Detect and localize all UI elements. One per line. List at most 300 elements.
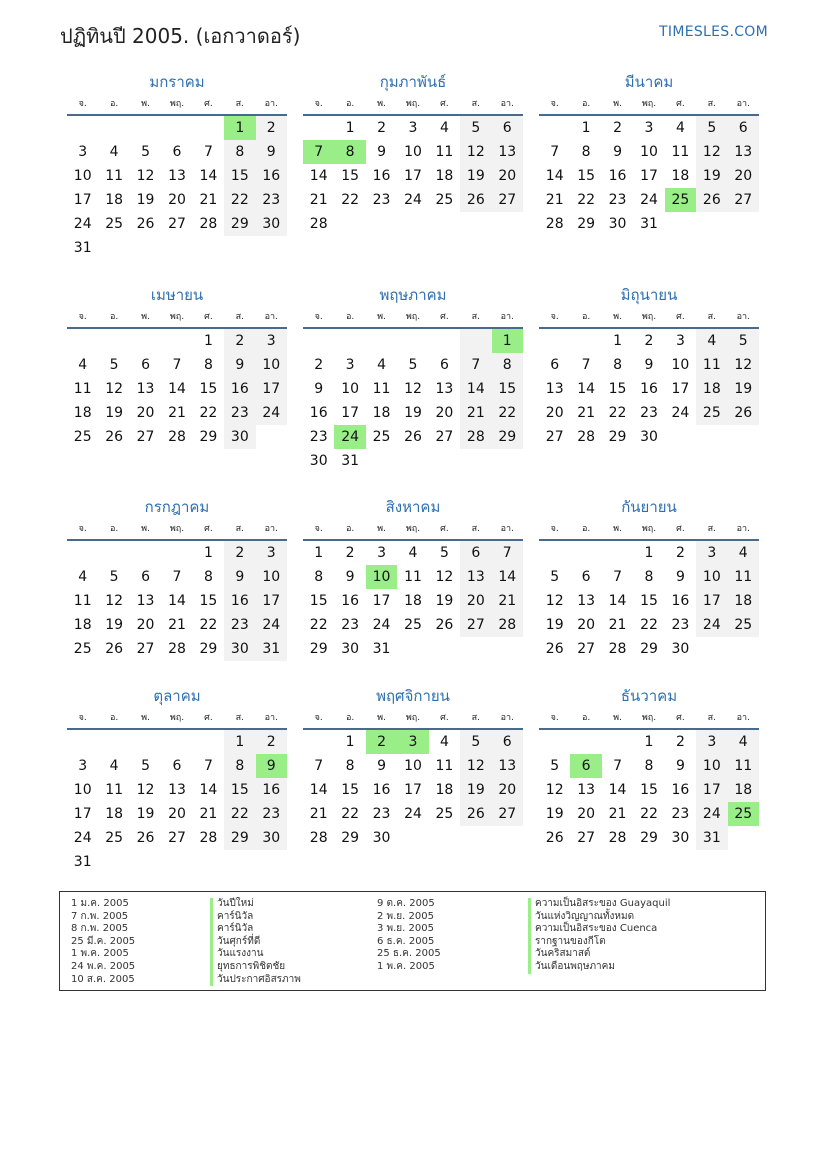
day-cell: 6 (172, 758, 182, 774)
weekday-label: พฤ. (405, 524, 421, 534)
brand-link[interactable]: TIMESLES.COM (659, 24, 768, 40)
day-cell: 3 (78, 144, 88, 160)
weekday-label: อ. (109, 713, 119, 723)
empty-cell (539, 541, 570, 565)
day-cell: 29 (309, 641, 328, 657)
day-cell: 15 (492, 377, 523, 401)
weekday-label: พฤ. (405, 312, 421, 322)
day-cell: 19 (105, 405, 124, 421)
empty-cell (570, 329, 601, 353)
day-cell: 13 (168, 168, 186, 184)
weekday-label: ศ. (440, 312, 449, 322)
day-cell: 27 (577, 830, 596, 846)
month-block (303, 70, 523, 236)
day-cell: 21 (492, 589, 523, 613)
weekday-label: ส. (471, 99, 480, 109)
day-cell: 11 (728, 754, 759, 778)
weekday-label: อ. (109, 524, 119, 534)
day-cell: 4 (78, 357, 88, 373)
weekday-label: ส. (235, 312, 244, 322)
day-cell: 24 (696, 802, 727, 826)
day-cell: 28 (492, 613, 523, 637)
day-grid (539, 730, 759, 850)
weekday-label: อ. (109, 99, 119, 109)
empty-cell (696, 212, 727, 236)
day-cell: 18 (435, 168, 454, 184)
day-cell: 2 (675, 545, 685, 561)
day-cell: 27 (577, 641, 596, 657)
day-cell: 14 (608, 782, 627, 798)
day-cell: 6 (172, 144, 182, 160)
day-grid (539, 541, 759, 661)
month-name: ตุลาคม (153, 687, 201, 705)
weekday-label: ศ. (676, 99, 685, 109)
day-cell: 2 (224, 329, 255, 353)
weekday-label: พฤ. (641, 713, 657, 723)
day-cell: 5 (408, 357, 418, 373)
month-block (67, 495, 287, 661)
empty-cell (67, 116, 98, 140)
day-cell: 22 (199, 405, 218, 421)
day-cell: 23 (640, 405, 658, 421)
day-cell: 4 (728, 730, 759, 754)
legend-holiday-name: วันปีใหม่ (210, 898, 301, 911)
weekday-label: อา. (500, 713, 514, 723)
day-cell: 3 (256, 329, 287, 353)
day-cell: 24 (73, 216, 92, 232)
weekday-label: อา. (736, 524, 750, 534)
day-cell: 19 (136, 806, 155, 822)
weekday-label: พฤ. (405, 99, 421, 109)
day-cell: 24 (73, 830, 92, 846)
day-grid (303, 730, 523, 850)
day-cell: 18 (671, 168, 690, 184)
day-cell: 10 (404, 758, 422, 774)
empty-cell (161, 541, 192, 565)
day-cell: 4 (377, 357, 387, 373)
month-block (67, 684, 287, 874)
day-cell: 16 (640, 381, 658, 397)
weekday-label: อ. (345, 99, 355, 109)
day-cell: 30 (256, 212, 287, 236)
day-cell: 17 (404, 782, 422, 798)
weekday-label: พ. (377, 713, 386, 723)
day-cell: 23 (309, 429, 328, 445)
day-cell: 6 (550, 357, 560, 373)
weekday-header (67, 307, 287, 329)
weekday-label: อา. (736, 99, 750, 109)
empty-cell (460, 329, 491, 353)
day-cell: 9 (345, 569, 355, 585)
day-cell: 19 (545, 806, 564, 822)
weekday-label: ส. (707, 524, 716, 534)
day-cell: 11 (105, 168, 124, 184)
weekday-label: ศ. (440, 713, 449, 723)
day-cell: 18 (435, 782, 454, 798)
day-cell: 17 (256, 377, 287, 401)
weekday-label: พ. (613, 99, 622, 109)
legend-date: 25 มี.ค. 2005 (71, 935, 136, 947)
day-cell: 12 (696, 140, 727, 164)
weekday-label: พ. (141, 713, 150, 723)
day-cell: 9 (314, 381, 324, 397)
empty-cell (98, 850, 129, 874)
weekday-label: พฤ. (169, 99, 185, 109)
day-cell: 31 (341, 453, 360, 469)
day-cell: 1 (345, 734, 355, 750)
empty-cell (728, 826, 759, 850)
month-name: มกราคม (149, 73, 205, 91)
legend-date: 9 ต.ค. 2005 (377, 898, 435, 909)
weekday-label: จ. (78, 713, 87, 723)
weekday-label: พ. (613, 312, 622, 322)
day-cell: 23 (671, 806, 690, 822)
day-cell: 22 (640, 617, 658, 633)
day-cell: 15 (224, 164, 255, 188)
day-cell: 26 (404, 429, 422, 445)
legend-date: 1 ม.ค. 2005 (71, 898, 129, 909)
day-cell: 20 (136, 617, 155, 633)
day-grid (67, 541, 287, 661)
day-cell: 5 (550, 758, 560, 774)
day-cell: 29 (341, 830, 360, 846)
day-cell: 29 (640, 641, 658, 657)
day-cell: 21 (309, 192, 328, 208)
day-cell: 17 (640, 168, 658, 184)
day-cell: 24 (696, 613, 727, 637)
day-grid (67, 730, 287, 874)
legend-holiday-name: คาร์นิวัล (210, 923, 301, 936)
month-name: ธันวาคม (620, 687, 678, 705)
empty-cell (130, 236, 161, 260)
legend-date: 6 ธ.ค. 2005 (377, 935, 435, 947)
weekday-label: พ. (141, 524, 150, 534)
day-cell: 1 (345, 120, 355, 136)
empty-cell (303, 116, 334, 140)
day-cell: 25 (435, 806, 454, 822)
day-cell: 31 (73, 854, 92, 870)
day-cell: 31 (73, 240, 92, 256)
day-cell: 14 (168, 381, 186, 397)
day-cell: 1 (644, 734, 654, 750)
day-cell: 12 (460, 140, 491, 164)
weekday-header (67, 708, 287, 730)
day-cell: 7 (613, 569, 623, 585)
empty-cell (130, 329, 161, 353)
empty-cell (728, 637, 759, 661)
day-cell: 11 (696, 353, 727, 377)
day-cell: 29 (224, 826, 255, 850)
weekday-label: พ. (613, 713, 622, 723)
legend-names-col-2 (528, 898, 670, 974)
weekday-label: จ. (78, 524, 87, 534)
day-cell: 3 (256, 541, 287, 565)
day-cell: 16 (224, 377, 255, 401)
day-cell: 23 (372, 192, 391, 208)
day-cell: 9 (613, 144, 623, 160)
day-cell: 25 (728, 613, 759, 637)
month-block (539, 684, 759, 850)
empty-cell (492, 826, 523, 850)
day-cell: 2 (675, 734, 685, 750)
weekday-label: พฤ. (641, 524, 657, 534)
day-cell: 5 (141, 758, 151, 774)
day-cell: 9 (377, 144, 387, 160)
weekday-label: อ. (581, 312, 591, 322)
weekday-label: อ. (345, 713, 355, 723)
day-cell: 2 (256, 730, 287, 754)
day-cell: 16 (256, 778, 287, 802)
day-cell: 5 (439, 545, 449, 561)
day-cell: 31 (696, 826, 727, 850)
weekday-label: พฤ. (169, 713, 185, 723)
day-cell: 17 (696, 589, 727, 613)
day-cell: 23 (671, 617, 690, 633)
day-cell: 3 (408, 120, 418, 136)
empty-cell (460, 449, 491, 473)
day-cell: 3 (397, 730, 428, 754)
empty-cell (397, 826, 428, 850)
day-cell: 18 (404, 593, 422, 609)
day-cell: 28 (577, 429, 596, 445)
weekday-header (67, 94, 287, 116)
day-cell: 24 (640, 192, 658, 208)
day-cell: 30 (224, 425, 255, 449)
day-cell: 16 (671, 593, 690, 609)
empty-cell (67, 541, 98, 565)
day-cell: 5 (109, 357, 119, 373)
empty-cell (224, 850, 255, 874)
day-cell: 12 (105, 593, 124, 609)
day-cell: 5 (141, 144, 151, 160)
day-cell: 1 (492, 329, 523, 353)
day-cell: 15 (309, 593, 328, 609)
day-cell: 29 (199, 641, 218, 657)
day-cell: 3 (377, 545, 387, 561)
legend-holiday-name: คาร์นิวัล (210, 911, 301, 924)
empty-cell (570, 730, 601, 754)
weekday-label: จ. (314, 524, 323, 534)
day-cell: 21 (168, 405, 186, 421)
day-cell: 16 (224, 589, 255, 613)
day-grid (539, 329, 759, 449)
day-cell: 5 (696, 116, 727, 140)
day-cell: 12 (105, 381, 124, 397)
day-cell: 8 (613, 357, 623, 373)
day-cell: 22 (577, 192, 596, 208)
weekday-label: พฤ. (169, 524, 185, 534)
weekday-label: จ. (314, 713, 323, 723)
legend-holiday-name: วันคริสมาสต์ (528, 948, 670, 961)
legend-holiday-name: วันแห่งวิญญาณทั้งหมด (528, 911, 670, 924)
day-cell: 7 (314, 758, 324, 774)
day-cell: 25 (435, 192, 454, 208)
day-cell: 7 (203, 144, 213, 160)
day-cell: 20 (136, 405, 155, 421)
day-cell: 28 (168, 641, 186, 657)
day-cell: 17 (372, 593, 391, 609)
day-cell: 26 (105, 429, 124, 445)
day-cell: 13 (136, 381, 155, 397)
empty-cell (366, 329, 397, 353)
day-cell: 14 (309, 168, 328, 184)
day-cell: 23 (256, 802, 287, 826)
weekday-label: ศ. (204, 99, 213, 109)
weekday-label: พ. (141, 312, 150, 322)
weekday-label: ศ. (676, 713, 685, 723)
month-name: พฤษภาคม (379, 286, 447, 304)
empty-cell (303, 329, 334, 353)
day-cell: 31 (372, 641, 391, 657)
day-cell: 5 (728, 329, 759, 353)
day-cell: 7 (303, 140, 334, 164)
empty-cell (397, 449, 428, 473)
day-cell: 11 (671, 144, 690, 160)
day-cell: 1 (224, 730, 255, 754)
empty-cell (397, 637, 428, 661)
day-cell: 9 (256, 754, 287, 778)
day-cell: 28 (199, 216, 218, 232)
day-cell: 26 (136, 830, 155, 846)
weekday-label: ส. (235, 713, 244, 723)
day-cell: 30 (309, 453, 328, 469)
day-cell: 15 (341, 782, 360, 798)
day-cell: 14 (309, 782, 328, 798)
day-cell: 26 (460, 188, 491, 212)
weekday-label: จ. (550, 99, 559, 109)
weekday-label: ส. (707, 713, 716, 723)
day-cell: 9 (675, 758, 685, 774)
empty-cell (539, 116, 570, 140)
day-cell: 12 (545, 782, 564, 798)
day-cell: 6 (439, 357, 449, 373)
weekday-label: ศ. (676, 524, 685, 534)
day-cell: 5 (460, 730, 491, 754)
empty-cell (256, 236, 287, 260)
day-cell: 19 (460, 778, 491, 802)
day-cell: 2 (256, 116, 287, 140)
day-cell: 8 (203, 569, 213, 585)
weekday-label: อา. (264, 713, 278, 723)
day-cell: 27 (168, 830, 186, 846)
weekday-label: ส. (471, 312, 480, 322)
day-cell: 2 (314, 357, 324, 373)
day-cell: 30 (256, 826, 287, 850)
day-cell: 1 (224, 116, 255, 140)
day-cell: 19 (545, 617, 564, 633)
weekday-label: ส. (471, 713, 480, 723)
day-cell: 18 (73, 617, 92, 633)
weekday-label: อา. (736, 713, 750, 723)
day-cell: 8 (345, 758, 355, 774)
weekday-label: ศ. (440, 99, 449, 109)
month-name: มิถุนายน (620, 286, 678, 304)
day-cell: 22 (224, 802, 255, 826)
day-cell: 25 (105, 216, 124, 232)
day-cell: 22 (341, 806, 360, 822)
day-cell: 11 (404, 569, 422, 585)
legend-date: 7 ก.พ. 2005 (71, 910, 129, 922)
weekday-label: อา. (500, 312, 514, 322)
empty-cell (492, 449, 523, 473)
day-cell: 19 (404, 405, 422, 421)
weekday-header (303, 94, 523, 116)
empty-cell (161, 116, 192, 140)
day-cell: 3 (696, 730, 727, 754)
day-cell: 12 (545, 593, 564, 609)
weekday-header (539, 519, 759, 541)
day-cell: 15 (341, 168, 360, 184)
weekday-label: จ. (314, 312, 323, 322)
day-cell: 14 (199, 168, 218, 184)
holiday-legend (59, 891, 766, 991)
empty-cell (193, 236, 224, 260)
day-cell: 25 (404, 617, 422, 633)
month-block (303, 283, 523, 473)
day-cell: 4 (109, 144, 119, 160)
day-cell: 19 (136, 192, 155, 208)
day-cell: 6 (728, 116, 759, 140)
day-cell: 23 (256, 188, 287, 212)
empty-cell (193, 116, 224, 140)
day-cell: 26 (545, 830, 564, 846)
day-cell: 16 (372, 782, 391, 798)
empty-cell (98, 541, 129, 565)
empty-cell (161, 850, 192, 874)
day-cell: 1 (203, 545, 213, 561)
weekday-label: อา. (500, 99, 514, 109)
day-cell: 26 (696, 188, 727, 212)
legend-date: 1 พ.ค. 2005 (377, 960, 435, 972)
day-cell: 12 (728, 353, 759, 377)
day-cell: 6 (141, 357, 151, 373)
month-name: กุมภาพันธ์ (379, 73, 447, 91)
day-cell: 5 (460, 116, 491, 140)
weekday-label: ศ. (440, 524, 449, 534)
day-cell: 27 (492, 802, 523, 826)
empty-cell (67, 730, 98, 754)
day-cell: 8 (644, 758, 654, 774)
weekday-label: จ. (78, 99, 87, 109)
day-cell: 3 (696, 541, 727, 565)
day-cell: 27 (728, 188, 759, 212)
empty-cell (665, 212, 696, 236)
day-cell: 2 (644, 333, 654, 349)
weekday-label: อา. (264, 99, 278, 109)
day-cell: 25 (105, 830, 124, 846)
day-cell: 26 (435, 617, 454, 633)
empty-cell (429, 449, 460, 473)
day-cell: 24 (671, 405, 690, 421)
empty-cell (130, 541, 161, 565)
day-cell: 27 (435, 429, 454, 445)
month-name: มีนาคม (624, 73, 674, 91)
empty-cell (193, 850, 224, 874)
weekday-label: ศ. (204, 524, 213, 534)
weekday-label: ศ. (204, 312, 213, 322)
day-cell: 22 (309, 617, 328, 633)
day-cell: 21 (460, 401, 491, 425)
month-block (303, 495, 523, 661)
month-name: กันยายน (621, 498, 677, 516)
day-cell: 2 (345, 545, 355, 561)
empty-cell (429, 212, 460, 236)
day-cell: 24 (256, 401, 287, 425)
day-cell: 25 (372, 429, 391, 445)
day-cell: 8 (492, 353, 523, 377)
day-cell: 23 (341, 617, 360, 633)
day-cell: 27 (545, 429, 564, 445)
